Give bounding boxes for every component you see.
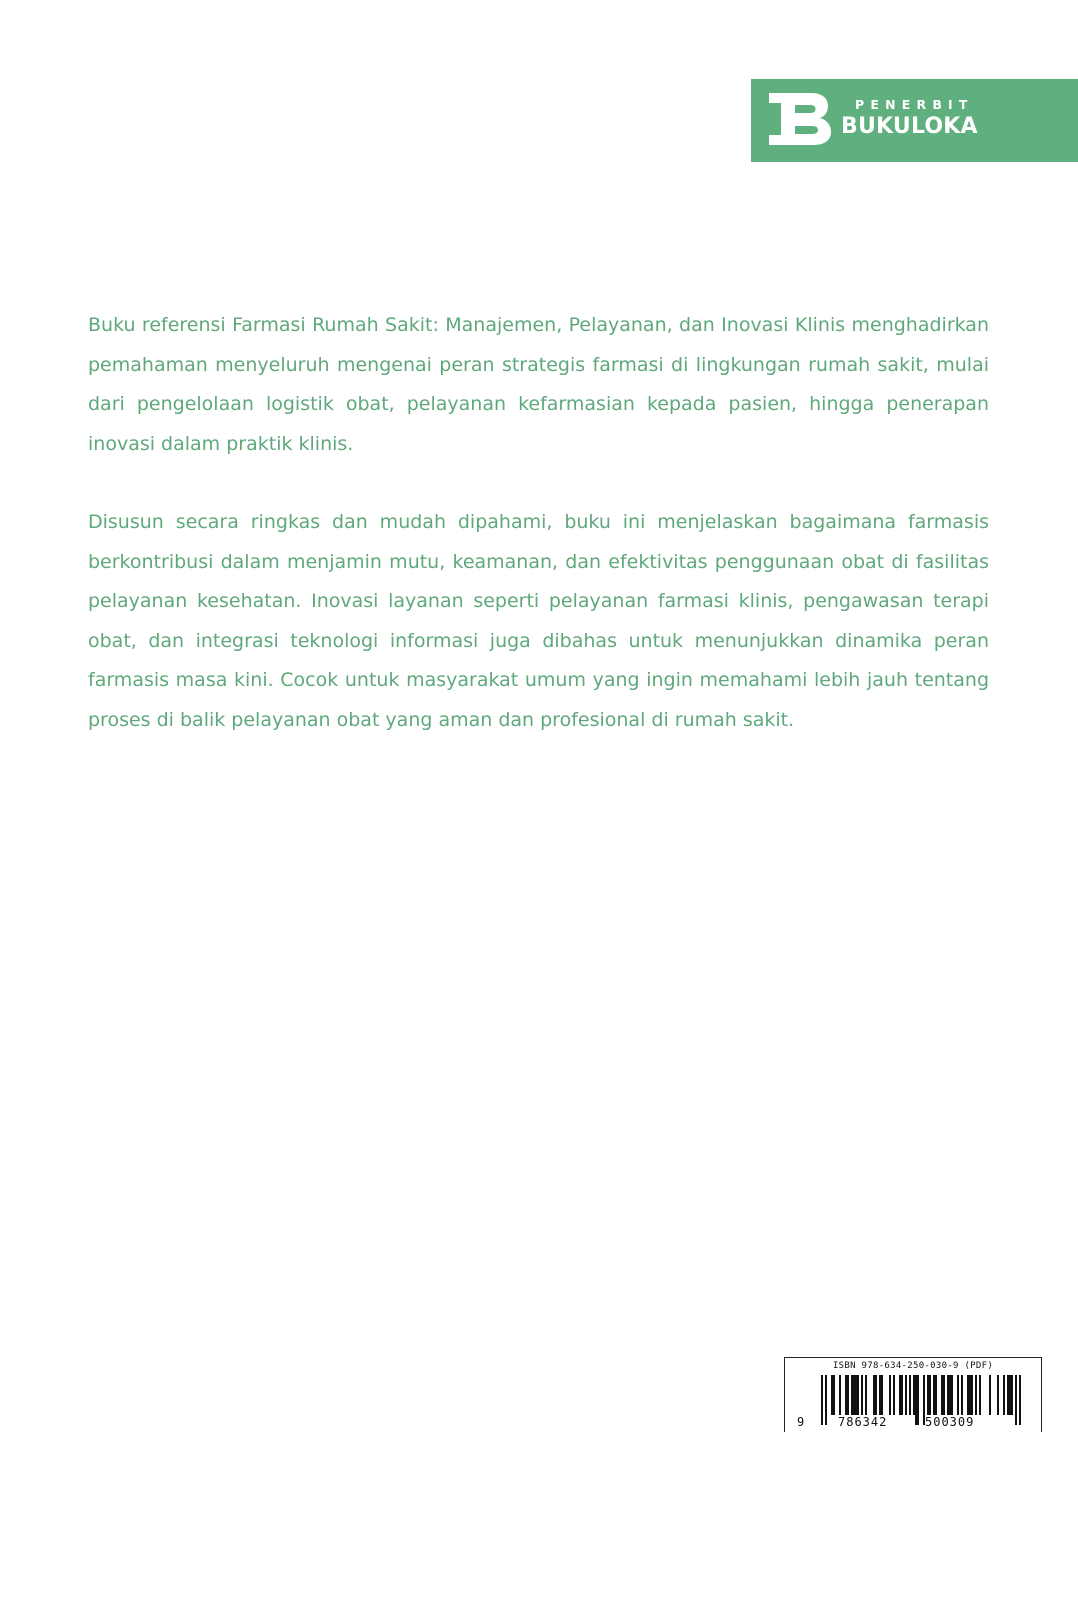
barcode-bar [833,1375,835,1415]
barcode-bar [909,1375,911,1415]
barcode-bar [971,1375,973,1415]
barcode-bar [873,1375,875,1415]
barcode-bar [935,1375,937,1415]
barcode-bar [1011,1375,1013,1415]
barcode-bar [997,1375,999,1415]
barcode-bar [1003,1375,1005,1415]
barcode-bar [893,1375,895,1415]
barcode-bar [975,1375,977,1415]
barcode-bar [855,1375,857,1415]
barcode-bar [917,1375,919,1425]
barcode-bar [853,1375,855,1415]
publisher-name: BUKULOKA [841,114,978,139]
barcode-bar [949,1375,951,1415]
barcode-icon [785,1358,1041,1433]
barcode-bar [943,1375,945,1415]
barcode-bar [1019,1375,1021,1425]
barcode-bar [1015,1375,1017,1425]
description-paragraph-2: Disusun secara ringkas dan mudah dipahami, buku ini menjelaskan bagaimana farmasis berkontribusi dalam menjamin mutu, keamanan, dan efektivitas penggunaan obat di fasilitas pelayanan kesehatan. Inovasi layanan seperti pelayanan farmasi klinis, pengawasan terapi obat, dan integrasi teknologi informasi juga dibahas untuk menunjukkan dinamika peran farmasis masa kini. Cocok untuk masyarakat umum yang ingin memahami lebih jauh tentang proses di balik pelayanan obat yang aman dan profesional di rumah sakit. [88,511,989,731]
barcode-bar [821,1375,823,1425]
barcode-left-digits: 786342 [838,1415,888,1429]
barcode-bar [1009,1375,1011,1415]
barcode-bar [961,1375,963,1415]
barcode-bar [861,1375,863,1415]
barcode-lead-digit: 9 [797,1415,805,1429]
barcode-bar [905,1375,907,1415]
barcode-bar [989,1375,991,1415]
barcode-bar [941,1375,943,1415]
barcode-bar [951,1375,953,1415]
publisher-logo [751,79,1078,162]
barcode-bar [875,1375,877,1415]
isbn-label: ISBN 978-634-250-030-9 (PDF) [832,1361,994,1371]
barcode-bar [899,1375,901,1415]
barcode-bar [847,1375,849,1415]
isbn-barcode [784,1357,1042,1432]
barcode-bar [969,1375,971,1415]
barcode-bar [957,1375,959,1415]
barcode-bar [889,1375,891,1415]
barcode-bar [929,1375,931,1415]
barcode-bar [1007,1375,1009,1415]
bukuloka-b-logo-icon [769,89,833,149]
description-paragraph-1: Buku referensi Farmasi Rumah Sakit: Manajemen, Pelayanan, dan Inovasi Klinis menghadirkan pemahaman menyeluruh mengenai peran strategis farmasi di lingkungan rumah sakit, mulai dari pengelolaan logistik obat, pelayanan kefarmasian kepada pasien, hingga penerapan inovasi dalam praktik klinis. [88,314,989,455]
book-description [88,306,989,740]
barcode-bar [831,1375,833,1415]
barcode-bar [947,1375,949,1415]
barcode-bar [933,1375,935,1415]
barcode-bar [845,1375,847,1415]
barcode-bar [865,1375,867,1415]
publisher-prefix: PENERBIT [855,97,974,112]
barcode-bar [901,1375,903,1415]
barcode-bar [927,1375,929,1415]
barcode-bar [857,1375,859,1415]
barcode-bar [879,1375,881,1415]
barcode-right-digits: 500309 [925,1415,975,1429]
barcode-bar [825,1375,827,1425]
barcode-bar [881,1375,883,1415]
barcode-bar [839,1375,841,1415]
barcode-bar [913,1375,915,1415]
barcode-bar [967,1375,969,1415]
barcode-bar [979,1375,981,1415]
barcode-bar [851,1375,853,1415]
barcode-bar [915,1375,917,1425]
